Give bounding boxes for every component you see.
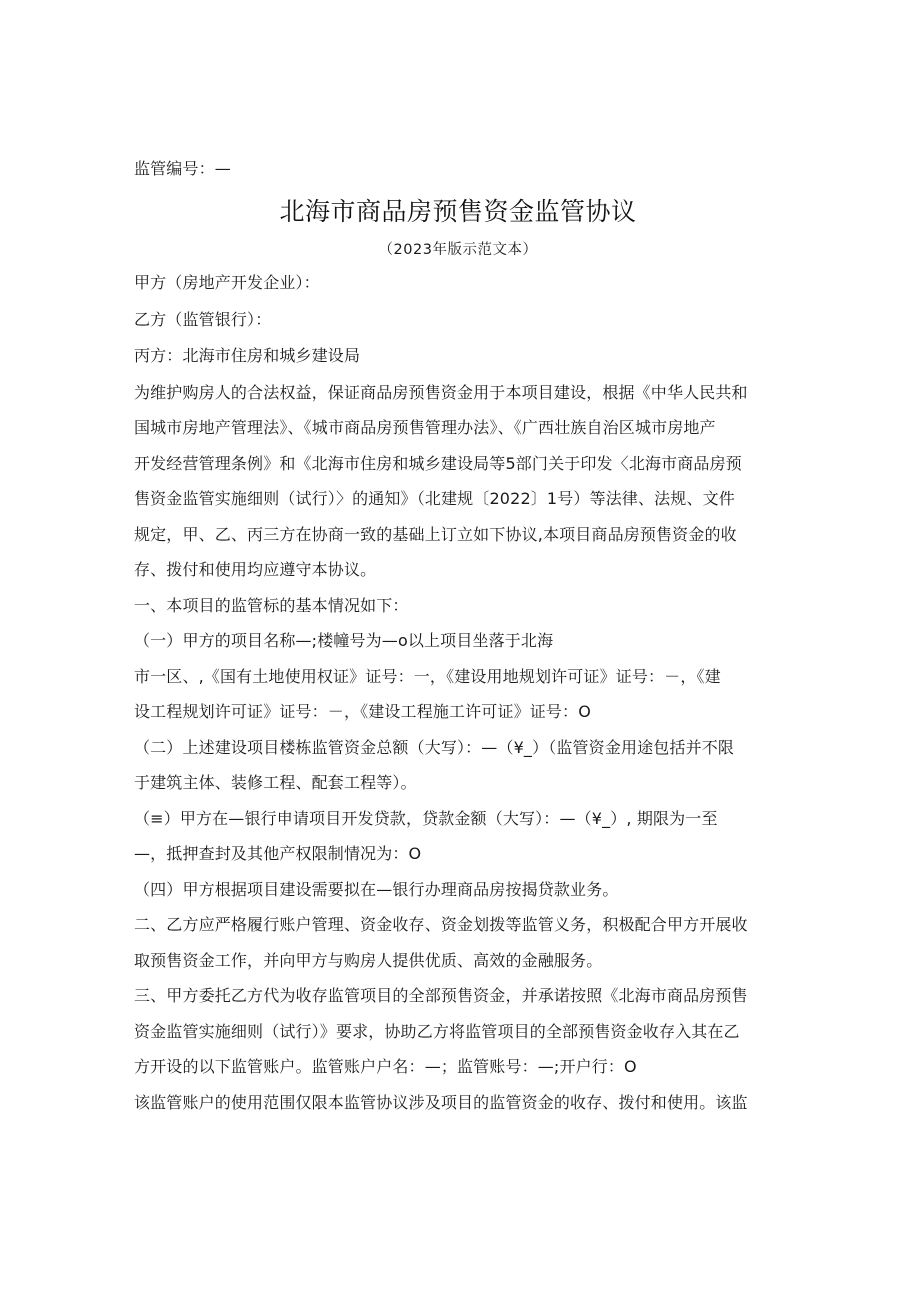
section-heading: 一、本项目的监管标的基本情况如下： xyxy=(134,595,409,615)
monitor-number: 监管编号：— xyxy=(134,159,231,178)
body-line: 开发经营管理条例》和《北海市住房和城乡建设局等5部门关于印发〈北海市商品房预 xyxy=(134,453,742,473)
body-line: 存、拨付和使用均应遵守本协议。 xyxy=(134,560,377,579)
document-title: 北海市商品房预售资金监管协议 xyxy=(279,197,637,226)
body-line: 资金监管实施细则（试行）》要求，协助乙方将监管项目的全部预售资金收存入其在乙 xyxy=(134,1021,740,1041)
body-line: 规定，甲、乙、丙三方在协商一致的基础上订立如下协议,本项目商品房预售资金的收 xyxy=(134,524,737,544)
body-line: 该监管账户的使用范围仅限本监管协议涉及项目的监管资金的收存、拨付和使用。该监 xyxy=(134,1092,748,1112)
agreement-body xyxy=(134,381,782,1127)
body-line: 为维护购房人的合法权益，保证商品房预售资金用于本项目建设，根据《中华人民共和 xyxy=(134,382,748,402)
body-line: （一）甲方的项目名称—;楼幢号为—o以上项目坐落于北海 xyxy=(134,631,554,650)
body-line: 取预售资金工作，并向甲方与购房人提供优质、高效的金融服务。 xyxy=(134,950,603,970)
body-line: 售资金监管实施细则（试行）〉的通知》（北建规〔2022〕1号）等法律、法规、文件 xyxy=(134,489,735,508)
body-line: 于建筑主体、装修工程、配套工程等）。 xyxy=(134,773,417,792)
body-line: 设工程规划许可证》证号：－，《建设工程施工许可证》证号：O xyxy=(134,702,591,721)
party-c: 丙方：北海市住房和城乡建设局 xyxy=(134,346,361,365)
section-heading: 三、甲方委托乙方代为收存监管项目的全部预售资金，并承诺按照《北海市商品房预售 xyxy=(134,986,748,1005)
body-line: 国城市房地产管理法》、《城市商品房预售管理办法》、《广西壮族自治区城市房地产 xyxy=(134,418,716,437)
body-line: 方开设的以下监管账户。监管账户户名：—；监管账号：—;开户行：O xyxy=(134,1057,637,1076)
body-line: —，抵押查封及其他产权限制情况为：O xyxy=(134,844,422,863)
document-subtitle: （2023年版示范文本） xyxy=(378,242,538,258)
document-content xyxy=(134,157,782,1126)
section-heading: 二、乙方应严格履行账户管理、资金收存、资金划拨等监管义务，积极配合甲方开展收 xyxy=(134,915,748,934)
body-line: （≡）甲方在—银行申请项目开发贷款，贷款金额（大写）：—（¥_）, 期限为一至 xyxy=(134,808,718,828)
body-line: 市一区、,《国有土地使用权证》证号：一，《建设用地规划许可证》证号：－，《建 xyxy=(134,666,721,686)
party-a: 甲方（房地产开发企业）： xyxy=(134,273,320,292)
body-line: （四）甲方根据项目建设需要拟在—银行办理商品房按揭贷款业务。 xyxy=(134,879,619,899)
party-b: 乙方（监管银行）： xyxy=(134,309,272,329)
body-line: （二）上述建设项目楼栋监管资金总额（大写）：—（¥_）（监管资金用途包括并不限 xyxy=(134,737,735,757)
